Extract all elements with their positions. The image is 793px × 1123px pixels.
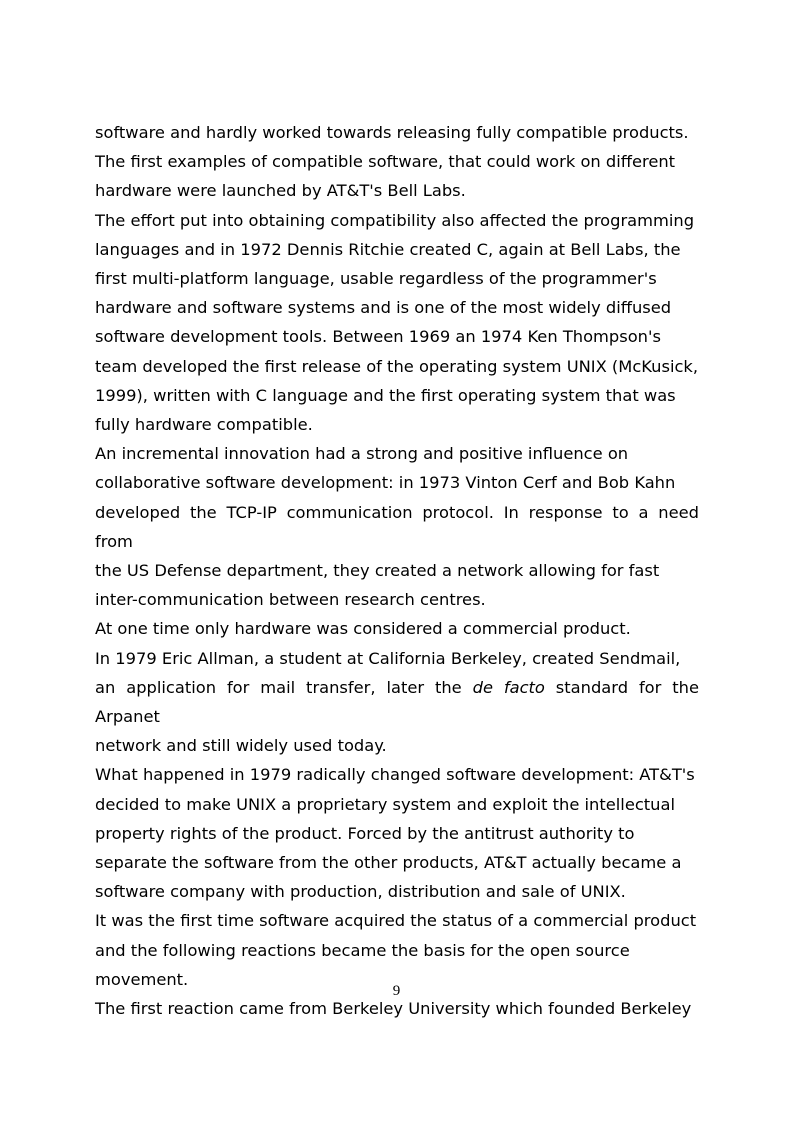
document-body <box>95 118 699 1023</box>
paragraph-unix-proprietary: What happened in 1979 radically changed software development: AT&T's decided to make UNIX a proprietary system and exploit the intellectual property rights of the product. Forced by the antitrust authority to separate the software from the other products, AT&T actually became a software company with production, distribution and sale of UNIX. <box>95 765 695 902</box>
paragraph-tcp-ip: An incremental innovation had a strong and positive influence on collaborative software development: in 1973 Vinton Cerf and Bob Kahn developed the TCP-IP communication protocol. In response to a need from the US Defense department, they created a network allowing for fast inter-communication between research centres. <box>95 444 699 610</box>
paragraph-hardware-commercial: At one time only hardware was considered a commercial product. <box>95 619 631 639</box>
sendmail-text-end: standard for the Arpanet network and still widely used today. <box>95 677 699 756</box>
paragraph-berkeley-reaction: The first reaction came from Berkeley University which founded Berkeley <box>95 999 692 1019</box>
de-facto-italic: de facto <box>472 677 545 697</box>
sendmail-text-start: In 1979 Eric Allman, a student at California Berkeley, created Sendmail, an application for mail transfer, later the <box>95 648 681 697</box>
paragraph-commercial-status: It was the first time software acquired the status of a commercial product and the following reactions became the basis for the open source movement. <box>95 911 697 989</box>
paragraph-sendmail <box>95 644 699 761</box>
page-number: 9 <box>392 983 401 999</box>
paragraph-compatibility: software and hardly worked towards releasing fully compatible products. The first examples of compatible software, that could work on different hardware were launched by AT&T's Bell Labs. <box>95 123 689 201</box>
paragraph-c-language-unix: The effort put into obtaining compatibility also affected the programming languages and in 1972 Dennis Ritchie created C, again at Bell Labs, the first multi-platform language, usable regardless of the programmer's hardware and software systems and is one of the most widely diffused software development tools. Between 1969 an 1974 Ken Thompson's team developed the first release of the operating system UNIX (McKusick, 1999), written with C language and the first operating system that was fully hardware compatible. <box>95 210 699 435</box>
